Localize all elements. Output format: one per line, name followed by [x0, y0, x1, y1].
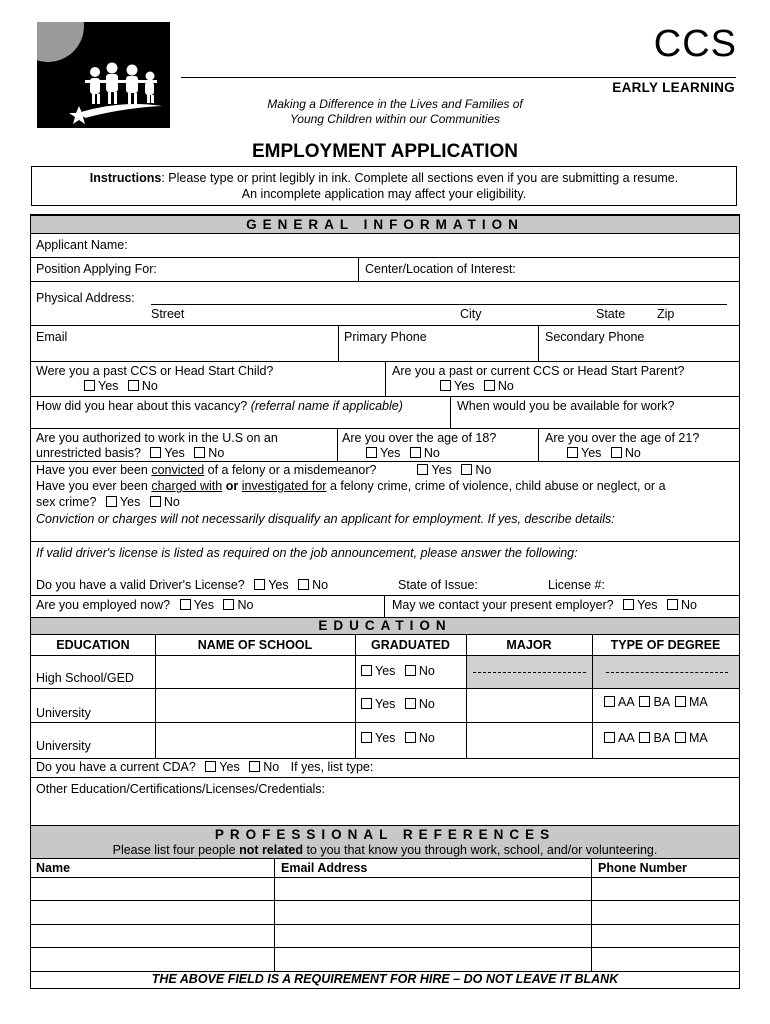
divider — [31, 947, 739, 948]
hear-about-hint: (referral name if applicable) — [250, 399, 403, 413]
other-education-label: Other Education/Certifications/Licenses/Credentials: — [36, 782, 326, 796]
references-note-post: to you that know you through work, school, and/or volunteering. — [302, 843, 658, 857]
past-parent-question: Are you a past or current CCS or Head Start Parent? — [392, 364, 685, 378]
instructions-text-1: : Please type or print legibly in ink. Complete all sections even if you are submitting a resume. — [161, 171, 679, 185]
drivers-license-yes-checkbox[interactable] — [254, 579, 265, 590]
divider — [155, 635, 156, 758]
over-21-no-checkbox[interactable] — [611, 447, 622, 458]
ccs-logo — [37, 22, 170, 128]
no-label: No — [208, 446, 225, 460]
no-label: No — [237, 598, 254, 612]
uni2-graduated-options — [359, 731, 435, 745]
references-heading: PROFESSIONAL REFERENCES — [214, 827, 556, 842]
authorized-question-2 — [36, 446, 224, 460]
street-label: Street — [151, 307, 185, 321]
employed-now-text: Are you employed now? — [36, 598, 171, 612]
uni2-ma-checkbox[interactable] — [675, 732, 686, 743]
yes-label: Yes — [98, 379, 119, 393]
ma-label: MA — [688, 731, 708, 745]
section-header-education: EDUCATION — [31, 617, 739, 635]
uni1-ma-checkbox[interactable] — [675, 696, 686, 707]
references-note-pre: Please list four people — [112, 843, 240, 857]
employed-now-question — [36, 598, 253, 612]
zip-label: Zip — [657, 307, 675, 321]
ba-label: BA — [653, 731, 670, 745]
divider — [31, 924, 739, 925]
col-education: EDUCATION — [56, 638, 130, 652]
ref-col-email: Email Address — [281, 861, 368, 875]
email-label: Email — [36, 330, 68, 344]
col-school-name: NAME OF SCHOOL — [197, 638, 313, 652]
divider — [31, 325, 739, 326]
ba-label: BA — [653, 695, 670, 709]
hs-graduated-yes-checkbox[interactable] — [361, 665, 372, 676]
conviction-note: Conviction or charges will not necessarily disqualify an applicant for employment. If yes, describe details: — [36, 512, 615, 526]
divider — [31, 257, 739, 258]
divider — [466, 635, 467, 758]
divider — [450, 396, 451, 428]
past-child-yes-checkbox[interactable] — [84, 380, 95, 391]
convicted-text-underlined: convicted — [151, 463, 205, 477]
contact-employer-yes-checkbox[interactable] — [623, 599, 634, 610]
dashed-line — [473, 672, 586, 673]
divider — [31, 758, 739, 759]
no-label: No — [263, 760, 280, 774]
past-child-no-checkbox[interactable] — [128, 380, 139, 391]
city-label: City — [460, 307, 482, 321]
divider — [591, 859, 592, 971]
past-child-options — [78, 379, 158, 393]
divider — [31, 688, 739, 689]
uni1-graduated-no-checkbox[interactable] — [405, 698, 416, 709]
no-label: No — [418, 697, 435, 711]
yes-label: Yes — [375, 731, 396, 745]
charged-question — [36, 479, 666, 493]
no-label: No — [475, 463, 492, 477]
divider — [355, 635, 356, 758]
yes-label: Yes — [268, 578, 289, 592]
no-label: No — [418, 731, 435, 745]
col-degree-type: TYPE OF DEGREE — [610, 638, 721, 652]
hear-about-text: How did you hear about this vacancy? — [36, 399, 248, 413]
past-child-question: Were you a past CCS or Head Start Child? — [36, 364, 274, 378]
drivers-license-question — [36, 578, 328, 592]
charged-with-text: charged with — [151, 479, 223, 493]
tagline-line-2: Young Children within our Communities — [289, 112, 501, 126]
past-parent-yes-checkbox[interactable] — [440, 380, 451, 391]
ref-col-phone: Phone Number — [598, 861, 687, 875]
uni2-degree-options — [602, 731, 708, 745]
uni1-graduated-yes-checkbox[interactable] — [361, 698, 372, 709]
license-note: If valid driver's license is listed as required on the job announcement, please answer the following: — [36, 546, 578, 560]
divider — [31, 281, 739, 282]
physical-address-label: Physical Address: — [36, 291, 135, 305]
convicted-text-pre: Have you ever been — [36, 463, 152, 477]
no-label: No — [418, 664, 435, 678]
uni1-aa-checkbox[interactable] — [604, 696, 615, 707]
charged-or-text: or — [222, 479, 242, 493]
divider — [31, 595, 739, 596]
aa-label: AA — [618, 695, 634, 709]
divider — [338, 325, 339, 361]
no-label: No — [163, 495, 180, 509]
employed-no-checkbox[interactable] — [223, 599, 234, 610]
references-note — [31, 843, 739, 857]
edu-row-label: University — [36, 739, 91, 753]
yes-label: Yes — [431, 463, 452, 477]
sex-crime-no-checkbox[interactable] — [150, 496, 161, 507]
investigated-for-text: investigated for — [241, 479, 327, 493]
uni2-graduated-yes-checkbox[interactable] — [361, 732, 372, 743]
yes-label: Yes — [119, 495, 141, 509]
cda-no-checkbox[interactable] — [249, 761, 260, 772]
yes-label: Yes — [164, 446, 185, 460]
over-18-yes-checkbox[interactable] — [366, 447, 377, 458]
over-18-options — [360, 446, 440, 460]
drivers-license-text: Do you have a valid Driver's License? — [36, 578, 245, 592]
sex-crime-text: sex crime? — [36, 495, 97, 509]
authorized-question-1: Are you authorized to work in the U.S on an — [36, 431, 278, 445]
yes-label: Yes — [581, 446, 602, 460]
divider — [31, 900, 739, 901]
yes-label: Yes — [219, 760, 240, 774]
divider — [31, 722, 739, 723]
footer-requirement: THE ABOVE FIELD IS A REQUIREMENT FOR HIRE – DO NOT LEAVE IT BLANK — [151, 972, 619, 986]
state-label: State — [596, 307, 626, 321]
ma-label: MA — [688, 695, 708, 709]
divider — [31, 541, 739, 542]
uni1-graduated-options — [359, 697, 435, 711]
center-label: Center/Location of Interest: — [365, 262, 516, 276]
brand-subtitle: EARLY LEARNING — [612, 80, 735, 95]
charged-text-pre: Have you ever been — [36, 479, 152, 493]
primary-phone-label: Primary Phone — [344, 330, 427, 344]
edu-row-label: High School/GED — [36, 671, 134, 685]
yes-label: Yes — [637, 598, 658, 612]
divider — [31, 396, 739, 397]
uni2-aa-checkbox[interactable] — [604, 732, 615, 743]
tagline-line-1: Making a Difference in the Lives and Families of — [267, 97, 523, 111]
yes-label: Yes — [193, 598, 214, 612]
yes-label: Yes — [375, 664, 396, 678]
employed-yes-checkbox[interactable] — [180, 599, 191, 610]
divider — [538, 325, 539, 361]
available-question: When would you be available for work? — [457, 399, 675, 413]
drivers-license-no-checkbox[interactable] — [298, 579, 309, 590]
yes-label: Yes — [380, 446, 401, 460]
brand-name: CCS — [653, 23, 737, 65]
page-title: EMPLOYMENT APPLICATION — [252, 141, 518, 162]
over-21-options — [561, 446, 641, 460]
convicted-question — [36, 463, 491, 477]
instructions-label: Instructions — [89, 171, 162, 185]
applicant-name-label: Applicant Name: — [36, 238, 128, 252]
past-parent-no-checkbox[interactable] — [484, 380, 495, 391]
hear-about-question — [36, 399, 403, 413]
over-21-question: Are you over the age of 21? — [545, 431, 700, 445]
sex-crime-question — [36, 495, 180, 509]
uni1-degree-options — [602, 695, 708, 709]
over-18-question: Are you over the age of 18? — [342, 431, 497, 445]
hs-graduated-no-checkbox[interactable] — [405, 665, 416, 676]
dashed-line — [606, 672, 728, 673]
cda-yes-checkbox[interactable] — [205, 761, 216, 772]
no-label: No — [624, 446, 641, 460]
references-note-bold: not related — [239, 843, 303, 857]
no-label: No — [141, 379, 158, 393]
col-major: MAJOR — [506, 638, 552, 652]
divider — [538, 428, 539, 461]
secondary-phone-label: Secondary Phone — [545, 330, 645, 344]
address-underline — [151, 304, 727, 305]
no-label: No — [312, 578, 329, 592]
contact-employer-text: May we contact your present employer? — [392, 598, 614, 612]
charged-text-post: a felony crime, crime of violence, child abuse or neglect, or a — [326, 479, 666, 493]
aa-label: AA — [618, 731, 634, 745]
divider — [592, 635, 593, 758]
over-18-no-checkbox[interactable] — [410, 447, 421, 458]
instructions-box — [31, 166, 737, 206]
hs-graduated-options — [359, 664, 435, 678]
divider — [385, 361, 386, 396]
divider — [31, 777, 739, 778]
position-label: Position Applying For: — [36, 262, 157, 276]
divider — [31, 461, 739, 462]
no-label: No — [497, 379, 514, 393]
license-number-label: License #: — [548, 578, 605, 592]
edu-row-label: University — [36, 706, 91, 720]
divider — [31, 428, 739, 429]
past-parent-options — [434, 379, 514, 393]
yes-label: Yes — [375, 697, 396, 711]
divider — [358, 257, 359, 281]
uni1-ba-checkbox[interactable] — [639, 696, 650, 707]
divider — [384, 595, 385, 617]
header-rule — [181, 77, 736, 78]
no-label: No — [423, 446, 440, 460]
convicted-no-checkbox[interactable] — [461, 464, 472, 475]
divider — [274, 859, 275, 971]
over-21-yes-checkbox[interactable] — [567, 447, 578, 458]
convicted-yes-checkbox[interactable] — [417, 464, 428, 475]
ref-col-name: Name — [36, 861, 71, 875]
sex-crime-yes-checkbox[interactable] — [106, 496, 117, 507]
authorized-text: unrestricted basis? — [36, 446, 141, 460]
state-of-issue-label: State of Issue: — [398, 578, 478, 592]
section-header-general: GENERAL INFORMATION — [31, 215, 739, 234]
divider — [337, 428, 338, 461]
instructions-text-2: An incomplete application may affect your eligibility. — [241, 187, 527, 201]
yes-label: Yes — [454, 379, 475, 393]
convicted-text-post: of a felony or a misdemeanor? — [204, 463, 377, 477]
cda-question — [36, 760, 373, 774]
uni2-graduated-no-checkbox[interactable] — [405, 732, 416, 743]
authorized-no-checkbox[interactable] — [194, 447, 205, 458]
uni2-ba-checkbox[interactable] — [639, 732, 650, 743]
tagline — [230, 97, 560, 127]
authorized-yes-checkbox[interactable] — [150, 447, 161, 458]
cda-list-text: If yes, list type: — [290, 760, 374, 774]
divider — [31, 877, 739, 878]
contact-employer-no-checkbox[interactable] — [667, 599, 678, 610]
children-figures-icon — [37, 22, 170, 128]
col-graduated: GRADUATED — [371, 638, 450, 652]
cda-text: Do you have a current CDA? — [36, 760, 196, 774]
no-label: No — [681, 598, 697, 612]
contact-employer-question — [392, 598, 697, 612]
